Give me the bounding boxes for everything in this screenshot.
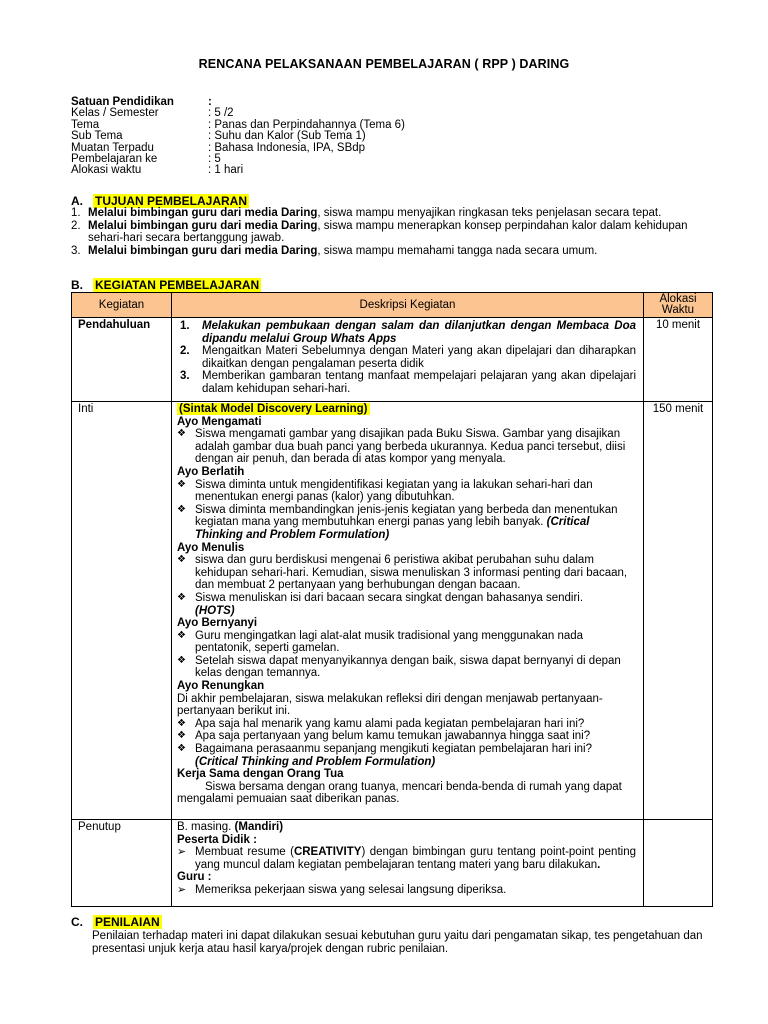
list-item <box>177 504 636 542</box>
identity-value: : 1 hari <box>208 164 244 177</box>
diamond-bullet-icon: ❖ <box>177 730 186 742</box>
item-number: 1. <box>71 207 81 219</box>
item-text: ) dengan bimbingan guru tentang point-point penting yang muncul dalam kegiatan pembelajaran tentang materi yang baru dilakukan <box>195 846 636 871</box>
item-text: , siswa mampu menerapkan konsep perpindahan kalor dalam kehidupan sehari-hari secara bertanggung jawab. <box>88 219 688 245</box>
list-item <box>177 370 636 395</box>
item-text: Bagaimana perasaanmu sepanjang mengikuti kegiatan pembelajaran hari ini? <box>195 743 593 756</box>
list-item <box>177 345 636 370</box>
item-number: 3. <box>71 244 81 257</box>
item-text: Memberikan gambaran tentang manfaat mempelajari pelajaran yang akan dipelajari dalam kehidupan sehari-hari. <box>202 370 636 395</box>
row-time: 150 menit <box>644 402 713 820</box>
diamond-bullet-icon: ❖ <box>177 743 186 755</box>
list-item <box>177 630 636 655</box>
item-number: 1. <box>180 320 190 332</box>
row-description <box>172 318 644 402</box>
diamond-bullet-icon: ❖ <box>177 654 186 666</box>
list-item <box>177 320 636 345</box>
identity-value: : Panas dan Perpindahannya (Tema 6) <box>208 118 405 131</box>
section-title: PENILAIAN <box>95 915 160 929</box>
header-alokasi: Alokasi Waktu <box>644 293 713 318</box>
item-number: 2. <box>180 345 190 358</box>
list-item <box>177 718 636 731</box>
identity-value: : 5 <box>208 152 221 165</box>
list-item <box>177 479 636 504</box>
section-number: A. <box>71 194 83 208</box>
item-text: Membuat resume ( <box>195 846 294 859</box>
identity-label: Muatan Terpadu <box>71 141 154 154</box>
item-bold: Melalui bimbingan guru dari media Daring <box>88 244 318 257</box>
diamond-bullet-icon: ❖ <box>177 503 186 515</box>
line-text: B. masing. <box>177 821 232 833</box>
identity-label: Sub Tema <box>71 130 123 143</box>
section-a-heading <box>71 195 249 208</box>
skill-tag: (HOTS) <box>195 604 235 617</box>
diamond-bullet-icon: ❖ <box>177 591 186 603</box>
item-text: Siswa menuliskan isi dari bacaan secara singkat dengan bahasanya sendiri. <box>195 591 584 604</box>
list-item <box>177 655 636 680</box>
item-number: 3. <box>180 370 190 383</box>
list-item <box>71 245 711 258</box>
table-row-penutup <box>72 820 713 907</box>
row-label: Inti <box>72 402 172 820</box>
diamond-bullet-icon: ❖ <box>177 629 186 641</box>
diamond-bullet-icon: ❖ <box>177 554 186 566</box>
identity-label: Tema <box>71 118 100 131</box>
section-number: B. <box>71 278 83 292</box>
list-item <box>177 743 636 756</box>
identity-label: Alokasi waktu <box>71 164 142 177</box>
subheading: Peserta Didik : <box>177 833 257 846</box>
row-time: 10 menit <box>644 318 713 402</box>
section-b-heading <box>71 279 261 292</box>
identity-label: Satuan Pendidikan <box>71 96 174 108</box>
header-kegiatan: Kegiatan <box>72 293 172 318</box>
kegiatan-table <box>71 292 713 907</box>
diamond-bullet-icon: ❖ <box>177 428 186 440</box>
diamond-bullet-icon: ❖ <box>177 478 186 490</box>
row-description <box>172 820 644 907</box>
item-text: Apa saja pertanyaan yang belum kamu temukan jawabannya hingga saat ini? <box>195 730 591 743</box>
diamond-bullet-icon: ❖ <box>177 717 186 729</box>
item-text: Siswa diminta untuk mengidentifikasi kegiatan yang ia lakukan sehari-hari dan menentukan energi panas (kalor) yang dibutuhkan. <box>195 478 593 504</box>
item-text: , siswa mampu memahami tangga nada secara umum. <box>317 244 598 257</box>
identity-value: : <box>208 96 212 108</box>
subheading: Ayo Renungkan <box>177 680 265 693</box>
item-text: Melakukan pembukaan dengan salam dan dilanjutkan dengan Membaca Doa dipandu melalui Group Whats Apps <box>202 320 636 345</box>
list-item <box>177 428 636 466</box>
item-text: , siswa mampu menyajikan ringkasan teks penjelasan secara tepat. <box>317 207 662 219</box>
identity-value: : Suhu dan Kalor (Sub Tema 1) <box>208 130 366 143</box>
list-item <box>177 592 636 617</box>
item-text: Siswa diminta membandingkan jenis-jenis kegiatan yang berbeda dan menentukan kegiatan mana yang membutuhkan energi panas yang lebih banyak. <box>195 503 618 529</box>
arrowhead-bullet-icon: ➢ <box>177 846 187 859</box>
skill-tag: (Critical Thinking and Problem Formulation) <box>195 516 590 541</box>
list-item <box>177 884 636 897</box>
item-number: 2. <box>71 219 81 232</box>
model-label: (Sintak Model Discovery Learning) <box>179 403 368 415</box>
row-label: Penutup <box>72 820 172 907</box>
subheading: Kerja Sama dengan Orang Tua <box>177 768 344 781</box>
item-text: siswa dan guru berdiskusi mengenai 6 peristiwa akibat perubahan suhu dalam kehidupan sehari-hari. Kemudian, siswa menuliskan 3 informasi penting dari bacaan, dan membuat 2 pertanyaan yang berhubungan dengan bacaan. <box>195 554 628 592</box>
subheading: Ayo Berlatih <box>177 465 245 478</box>
identity-label: Pembelajaran ke <box>71 152 158 165</box>
row-time <box>644 820 713 907</box>
table-header-row <box>72 293 713 318</box>
item-bold: Melalui bimbingan guru dari media Daring <box>88 207 318 219</box>
arrowhead-bullet-icon: ➢ <box>177 883 187 896</box>
item-text: Mengaitkan Materi Sebelumnya dengan Materi yang akan dipelajari dan diharapkan dikaitkan dengan pengalaman peserta didik <box>202 345 636 370</box>
paragraph: Di akhir pembelajaran, siswa melakukan refleksi diri dengan menjawab pertanyaan-pertanyaan berikut ini. <box>177 692 603 718</box>
row-description <box>172 402 644 820</box>
identity-row <box>71 131 405 142</box>
list-item <box>177 730 636 743</box>
item-text: Guru mengingatkan lagi alat-alat musik tradisional yang menggunakan nada pentatonik, seperti gamelan. <box>195 629 584 655</box>
skill-tag: (Critical Thinking and Problem Formulation) <box>195 755 436 768</box>
skill-tag: (Mandiri) <box>234 821 284 833</box>
list-item <box>177 554 636 592</box>
section-number: C. <box>71 915 83 929</box>
identity-value: : 5 /2 <box>208 107 234 120</box>
identity-value: : Bahasa Indonesia, IPA, SBdp <box>208 141 366 154</box>
table-row-pendahuluan <box>72 318 713 402</box>
item-text: Memeriksa pekerjaan siswa yang selesai langsung diperiksa. <box>195 883 507 896</box>
section-c-heading <box>71 916 162 929</box>
identity-row <box>71 165 405 176</box>
section-title: TUJUAN PEMBELAJARAN <box>95 194 248 208</box>
identity-label: Kelas / Semester <box>71 107 159 120</box>
subheading: Ayo Bernyanyi <box>177 617 258 630</box>
list-item <box>177 846 636 871</box>
identity-block <box>71 97 405 177</box>
row-label: Pendahuluan <box>72 318 172 402</box>
penilaian-paragraph: Penilaian terhadap materi ini dapat dilakukan sesuai kebutuhan guru yaitu dari pengamatan sikap, tes pengetahuan dan presentasi unjuk kerja atau hasil karya/projek dengan rubric penilaian. <box>92 930 703 955</box>
item-end: . <box>597 858 601 871</box>
page-title: RENCANA PELAKSANAAN PEMBELAJARAN ( RPP ) DARING <box>198 57 570 71</box>
paragraph: Siswa bersama dengan orang tuanya, mencari benda-benda di rumah yang dapat mengalami pemuaian saat diberikan panas. <box>177 780 622 806</box>
table-row-inti <box>72 402 713 820</box>
item-bold: CREATIVITY <box>293 846 362 859</box>
tujuan-list <box>71 207 711 257</box>
header-deskripsi: Deskripsi Kegiatan <box>172 293 644 318</box>
subheading: Ayo Mengamati <box>177 415 262 428</box>
section-title: KEGIATAN PEMBELAJARAN <box>95 278 260 292</box>
item-text: Setelah siswa dapat menyanyikannya dengan baik, siswa dapat bernyanyi di depan kelas dengan temannya. <box>195 654 621 680</box>
subheading: Ayo Menulis <box>177 541 245 554</box>
subheading: Guru : <box>177 871 212 884</box>
item-text: Apa saja hal menarik yang kamu alami pada kegiatan pembelajaran hari ini? <box>195 717 585 730</box>
list-item <box>71 220 711 245</box>
item-text: Siswa mengamati gambar yang disajikan pada Buku Siswa. Gambar yang disajikan adalah gambar dua buah panci yang berbeda ukurannya. Kedua panci tersebut, diisi dengan air penuh, dan berada di atas kompor yang menyala. <box>195 428 626 466</box>
item-bold: Melalui bimbingan guru dari media Daring <box>88 219 318 232</box>
list-item <box>71 207 711 220</box>
